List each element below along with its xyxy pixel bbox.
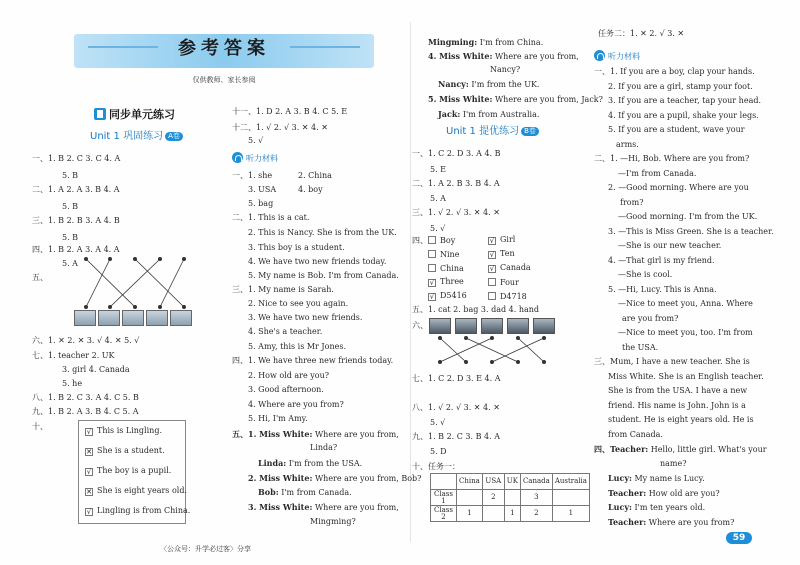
listening-label-2: 听力材料 bbox=[594, 50, 640, 61]
checkbox-label: Girl bbox=[500, 235, 516, 244]
answer-line: 5. √ bbox=[248, 136, 264, 145]
picture-4 bbox=[146, 310, 168, 326]
check-icon: √ bbox=[489, 237, 495, 245]
answer-line: 十、 bbox=[32, 422, 48, 431]
picture-3 bbox=[122, 310, 144, 326]
answer-line: 八、1. √ 2. √ 3. ✕ 4. ✕ bbox=[412, 403, 500, 412]
answer-line: 六、1. ✕ 2. ✕ 3. √ 4. ✕ 5. √ bbox=[32, 336, 140, 345]
unit-title-b: Unit 1 提优练习 B卷 bbox=[446, 127, 539, 137]
table-row bbox=[431, 506, 590, 522]
answer-line: Miss White. She is an English teacher. bbox=[608, 371, 764, 381]
answer-line: —Nice to meet you, too. I'm from bbox=[618, 328, 753, 337]
answer-line: 2. China bbox=[298, 171, 332, 180]
answer-line: 5. √ bbox=[430, 224, 446, 233]
headphones-icon bbox=[594, 50, 605, 61]
answer-line: Mingming? bbox=[310, 517, 356, 526]
answer-line: 5. B bbox=[62, 171, 79, 180]
checklist-item bbox=[85, 507, 190, 516]
answer-line: 5. D bbox=[430, 447, 447, 456]
table-cell bbox=[431, 474, 457, 490]
answer-line: 5. B bbox=[62, 202, 79, 211]
checkbox-option bbox=[488, 236, 515, 245]
answer-line: 十二、1. √ 2. √ 3. ✕ 4. ✕ bbox=[232, 123, 328, 132]
answer-line: 2. —Good morning. Where are you bbox=[608, 183, 749, 192]
checklist-box bbox=[78, 420, 191, 524]
answer-line: 3. USA bbox=[248, 185, 277, 194]
checklist-item bbox=[85, 447, 165, 456]
section-title: 同步单元练习 bbox=[94, 108, 175, 120]
empty-box-icon bbox=[488, 292, 496, 300]
answer-line: 4. We have two new friends today. bbox=[248, 257, 387, 266]
task-two: 任务二：1. ✕ 2. √ 3. ✕ bbox=[598, 29, 685, 38]
answer-line: 3. Good afternoon. bbox=[248, 385, 324, 394]
checklist-text: She is eight years old. bbox=[97, 486, 187, 495]
picture-5 bbox=[170, 310, 192, 326]
answer-line: Linda? bbox=[310, 443, 338, 452]
table-cell: Australia bbox=[552, 474, 589, 490]
check-icon: √ bbox=[489, 251, 495, 259]
answer-line: 5. B bbox=[62, 233, 79, 242]
page-title: 参考答案 bbox=[178, 38, 270, 59]
checklist-item bbox=[85, 427, 162, 436]
answer-line: 5. A bbox=[62, 259, 78, 268]
table-cell: China bbox=[457, 474, 483, 490]
checkbox-option bbox=[488, 264, 531, 273]
table-cell: UK bbox=[504, 474, 520, 490]
picture-b1 bbox=[429, 318, 451, 334]
answer-line: 九、1. B 2. A 3. B 4. C 5. A bbox=[32, 407, 139, 416]
answer-line: 5. E bbox=[430, 165, 447, 174]
answer-line: 一、1. B 2. C 3. C 4. A bbox=[32, 154, 121, 163]
checkbox-label: Four bbox=[500, 278, 519, 287]
picture-b3 bbox=[481, 318, 503, 334]
answer-line: 一、1. she bbox=[232, 171, 273, 180]
answer-line: 3. —This is Miss Green. She is a teacher. bbox=[608, 226, 774, 236]
answer-line: friend. His name is John. John is a bbox=[608, 400, 746, 410]
answer-line: 十、任务一： bbox=[412, 462, 460, 471]
checkbox-label: China bbox=[440, 264, 464, 273]
check-icon: √ bbox=[429, 279, 435, 287]
answer-line: 2. If you are a girl, stamp your foot. bbox=[608, 81, 753, 91]
checkbox-option bbox=[488, 278, 519, 287]
checkbox-label: Canada bbox=[500, 263, 531, 272]
answer-line: 2. Miss White: Where are you from, Bob? bbox=[248, 473, 422, 483]
check-icon: √ bbox=[489, 265, 495, 273]
answer-line: 十一、1. D 2. A 3. B 4. C 5. E bbox=[232, 107, 348, 116]
answer-line: 二、1. This is a cat. bbox=[232, 213, 310, 222]
unit-badge-b: B卷 bbox=[521, 127, 539, 136]
survey-table bbox=[430, 473, 590, 522]
answer-line: 3. If you are a teacher, tap your head. bbox=[608, 96, 761, 105]
answer-line: 五、1. Miss White: Where are you from, bbox=[232, 429, 399, 439]
answer-line: 二、1. A 2. B 3. B 4. A bbox=[412, 179, 500, 188]
empty-box-icon bbox=[428, 250, 436, 258]
check-icon: √ bbox=[429, 293, 435, 301]
check-icon: √ bbox=[86, 428, 92, 436]
table-cell: 2 bbox=[482, 490, 504, 506]
answer-line: 4. If you are a pupil, shake your legs. bbox=[608, 110, 759, 120]
answer-line: 四、Teacher: Hello, little girl. What's your bbox=[594, 444, 767, 454]
answer-line: from? bbox=[620, 197, 644, 207]
answer-line: 五、1. cat 2. bag 3. dad 4. hand bbox=[412, 305, 540, 314]
checkbox-option bbox=[488, 292, 527, 301]
center-fold bbox=[410, 22, 411, 542]
empty-box-icon bbox=[428, 264, 436, 272]
answer-line: Jack: I'm from Australia. bbox=[438, 109, 540, 119]
answer-line: 九、1. B 2. C 3. B 4. A bbox=[412, 432, 500, 441]
answer-line: 七、1. C 2. D 3. E 4. A bbox=[412, 374, 501, 383]
answer-line: 2. Nice to see you again. bbox=[248, 299, 349, 308]
book-icon bbox=[94, 108, 106, 120]
answer-line: 二、1. A 2. A 3. B 4. A bbox=[32, 185, 120, 194]
checkbox-option bbox=[488, 250, 515, 259]
checklist-item bbox=[85, 467, 171, 476]
answer-line: 4. Where are you from? bbox=[248, 400, 344, 409]
checkbox-label: D4718 bbox=[500, 292, 527, 301]
checkbox-label: D5416 bbox=[440, 291, 467, 300]
picture-b4 bbox=[507, 318, 529, 334]
unit-title: Unit 1 巩固练习 A卷 bbox=[90, 132, 183, 142]
table-cell bbox=[504, 490, 520, 506]
header-banner bbox=[74, 34, 374, 68]
answer-line: 三、1. B 2. B 3. A 4. B bbox=[32, 216, 120, 225]
checklist-text: This is Lingling. bbox=[97, 426, 162, 435]
answer-line: 三、Mum, I have a new teacher. She is bbox=[594, 357, 750, 366]
answer-line: 四、1. B 2. A 3. A 4. A bbox=[32, 245, 120, 254]
answer-line: 5. —Hi, Lucy. This is Anna. bbox=[608, 284, 717, 294]
cross-icon: ✕ bbox=[86, 488, 92, 496]
answer-line: 5. Miss White: Where are you from, Jack? bbox=[428, 94, 603, 104]
table-cell: Class 2 bbox=[431, 506, 457, 522]
table-cell: 1 bbox=[457, 506, 483, 522]
answer-line: name? bbox=[660, 458, 687, 468]
check-icon: √ bbox=[86, 468, 92, 476]
answer-line: 3. This boy is a student. bbox=[248, 243, 345, 252]
headphones-icon bbox=[232, 152, 243, 163]
answer-line: 四、1. We have three new friends today. bbox=[232, 356, 394, 365]
answer-line: Bob: I'm from Canada. bbox=[258, 487, 352, 497]
answer-line: arms. bbox=[616, 139, 639, 149]
empty-box-icon bbox=[488, 278, 496, 286]
answer-line: 三、1. √ 2. √ 3. ✕ 4. ✕ bbox=[412, 208, 500, 217]
answer-line: 3. Miss White: Where are you from, bbox=[248, 502, 399, 512]
answer-line: Lucy: My name is Lucy. bbox=[608, 473, 705, 483]
answer-line: 5. Amy, this is Mr Jones. bbox=[248, 342, 346, 351]
answer-line: Mingming: I'm from China. bbox=[428, 37, 544, 47]
answer-line: 5. If you are a student, wave your bbox=[608, 125, 745, 134]
answer-line: 5. Hi, I'm Amy. bbox=[248, 414, 308, 423]
check-icon: √ bbox=[86, 508, 92, 516]
picture-1 bbox=[74, 310, 96, 326]
answer-line: 2. How old are you? bbox=[248, 371, 330, 380]
answer-line: 一、1. If you are a boy, clap your hands. bbox=[594, 67, 755, 76]
page-number: 59 bbox=[726, 532, 752, 544]
answer-line: She is from the USA. I have a new bbox=[608, 386, 748, 395]
checkbox-option bbox=[428, 278, 464, 287]
footer-note: 〈公众号：升学必过客〉分享 bbox=[160, 545, 251, 553]
cross-icon: ✕ bbox=[86, 448, 92, 456]
answer-line: —She is cool. bbox=[618, 270, 673, 279]
table-cell: 2 bbox=[520, 506, 552, 522]
answer-line: —Good morning. I'm from the UK. bbox=[618, 212, 758, 221]
table-cell: Canada bbox=[520, 474, 552, 490]
answer-line: 3. girl 4. Canada bbox=[62, 365, 130, 374]
table-cell: Class 1 bbox=[431, 490, 457, 506]
answer-line: 5. bag bbox=[248, 199, 274, 208]
checkbox-label: Three bbox=[440, 277, 464, 286]
answer-line: Teacher: How old are you? bbox=[608, 487, 720, 498]
answer-line: —Nice to meet you, Anna. Where bbox=[618, 299, 753, 308]
checklist-text: Lingling is from China. bbox=[97, 506, 191, 515]
answer-line: 5. My name is Bob. I'm from Canada. bbox=[248, 271, 399, 280]
checkbox-option bbox=[428, 292, 467, 301]
checklist-text: She is a student. bbox=[97, 446, 165, 455]
answer-line: 4. She's a teacher. bbox=[248, 327, 323, 336]
answer-line: 八、1. B 2. C 3. A 4. C 5. B bbox=[32, 393, 139, 402]
answer-line: Nancy? bbox=[490, 65, 521, 74]
picture-b5 bbox=[533, 318, 555, 334]
matching-lines bbox=[80, 255, 200, 315]
answer-line: the USA. bbox=[622, 342, 659, 352]
answer-line: 四、 bbox=[412, 236, 428, 245]
answer-line: Teacher: Where are you from? bbox=[608, 516, 735, 527]
table-cell: 1 bbox=[552, 506, 589, 522]
answer-line: 5. A bbox=[430, 194, 446, 203]
answer-line: 3. We have two new friends. bbox=[248, 313, 363, 322]
unit-badge: A卷 bbox=[165, 132, 183, 141]
table-cell: 1 bbox=[504, 506, 520, 522]
table-cell bbox=[457, 490, 483, 506]
listening-label: 听力材料 bbox=[232, 152, 278, 163]
checkbox-label: Ten bbox=[500, 249, 515, 258]
answer-line: are you from? bbox=[622, 313, 679, 323]
table-cell bbox=[552, 490, 589, 506]
answer-line: 5. √ bbox=[430, 418, 446, 427]
picture-b2 bbox=[455, 318, 477, 334]
checkbox-option bbox=[428, 236, 455, 245]
answer-line: 4. —That girl is my friend. bbox=[608, 255, 715, 265]
table-cell bbox=[482, 506, 504, 522]
checkbox-option bbox=[428, 250, 459, 259]
checklist-text: The boy is a pupil. bbox=[97, 466, 172, 475]
checkbox-option bbox=[428, 264, 464, 273]
answer-line: —She is our new teacher. bbox=[618, 241, 722, 250]
answer-line: student. He is eight years old. He is bbox=[608, 415, 754, 424]
answer-line: 六、 bbox=[412, 321, 428, 330]
table-cell: USA bbox=[482, 474, 504, 490]
picture-2 bbox=[98, 310, 120, 326]
table-row bbox=[431, 490, 590, 506]
checkbox-label: Nine bbox=[440, 250, 460, 259]
answer-line: 五、 bbox=[32, 273, 48, 282]
answer-line: 4. Miss White: Where are you from, bbox=[428, 51, 579, 61]
answer-line: 二、1. —Hi, Bob. Where are you from? bbox=[594, 154, 750, 163]
answer-line: Nancy: I'm from the UK. bbox=[438, 79, 540, 89]
checklist-item bbox=[85, 487, 187, 496]
answer-line: 5. he bbox=[62, 379, 83, 388]
answer-line: Linda: I'm from the USA. bbox=[258, 458, 363, 468]
answer-line: 一、1. C 2. D 3. A 4. B bbox=[412, 149, 501, 158]
checkbox-label: Boy bbox=[440, 236, 456, 245]
answer-line: 4. boy bbox=[298, 185, 323, 194]
answer-line: —I'm from Canada. bbox=[618, 168, 697, 178]
table-cell: 3 bbox=[520, 490, 552, 506]
answer-line: 七、1. teacher 2. UK bbox=[32, 351, 115, 360]
page-subtitle: 仅供教师、家长参阅 bbox=[192, 76, 256, 84]
answer-line: 2. This is Nancy. She is from the UK. bbox=[248, 228, 397, 237]
answer-line: 三、1. My name is Sarah. bbox=[232, 285, 334, 294]
answer-line: Lucy: I'm ten years old. bbox=[608, 502, 706, 512]
answer-line: from Canada. bbox=[608, 429, 663, 439]
empty-box-icon bbox=[428, 236, 436, 244]
table-header bbox=[431, 474, 590, 490]
